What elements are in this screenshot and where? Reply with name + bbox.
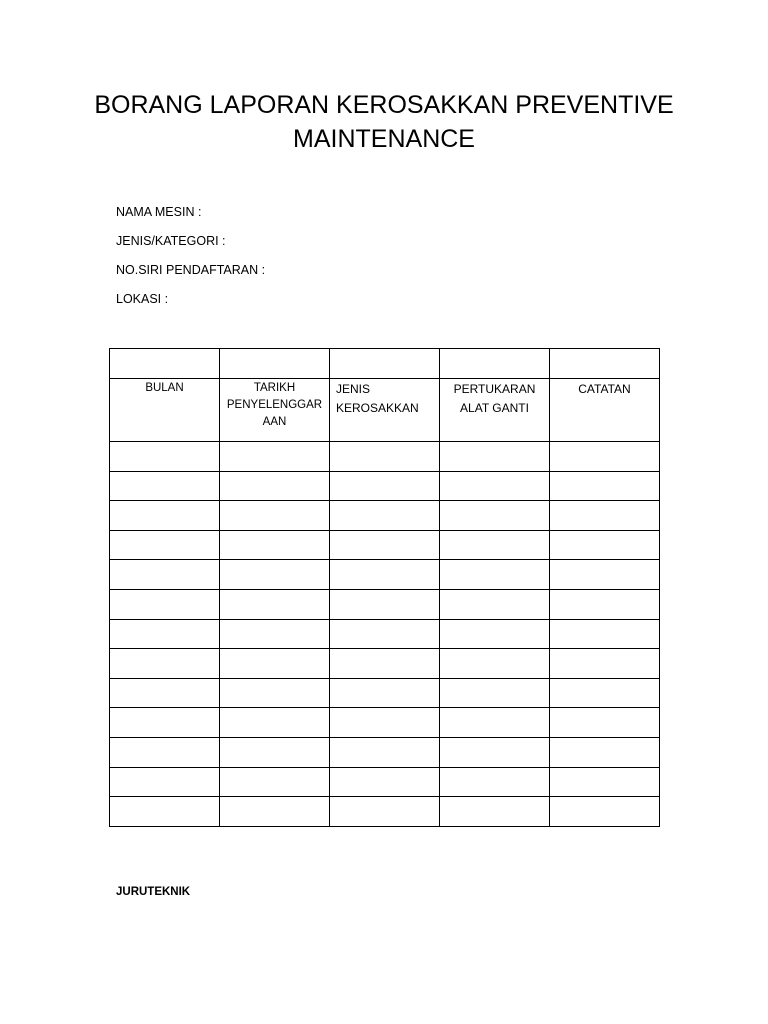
title-line-1: BORANG LAPORAN KEROSAKKAN PREVENTIVE (94, 91, 674, 119)
field-lokasi: LOKASI : (116, 292, 169, 306)
table-cell[interactable] (440, 442, 550, 472)
table-row (110, 501, 660, 531)
table-cell[interactable] (550, 678, 660, 708)
table-cell[interactable] (110, 619, 220, 649)
field-nama-mesin: NAMA MESIN : (116, 205, 202, 219)
table-cell[interactable] (220, 530, 330, 560)
field-jenis-kategori: JENIS/KATEGORI : (116, 234, 226, 248)
table-cell[interactable] (440, 560, 550, 590)
table-cell[interactable] (330, 649, 440, 679)
table-cell[interactable] (330, 560, 440, 590)
table-cell[interactable] (110, 589, 220, 619)
table-cell[interactable] (550, 767, 660, 797)
table-cell[interactable] (110, 471, 220, 501)
table-cell[interactable] (330, 442, 440, 472)
table-cell[interactable] (330, 589, 440, 619)
header-bulan (110, 379, 220, 442)
table-cell (440, 349, 550, 379)
table-cell[interactable] (440, 530, 550, 560)
table-row (110, 649, 660, 679)
header-pertukaran-alat-ganti (440, 379, 550, 442)
table-cell[interactable] (550, 708, 660, 738)
table-row (110, 797, 660, 827)
table-row (110, 767, 660, 797)
header-tarikh-penyelenggaraan (220, 379, 330, 442)
table-cell[interactable] (440, 589, 550, 619)
table-cell[interactable] (330, 530, 440, 560)
table-cell[interactable] (220, 649, 330, 679)
table-row (110, 471, 660, 501)
table-cell (220, 349, 330, 379)
table-cell[interactable] (440, 501, 550, 531)
header-text: PERTUKARAN (453, 382, 536, 396)
table-cell[interactable] (330, 501, 440, 531)
signature-label: JURUTEKNIK (116, 886, 191, 898)
table-row (110, 708, 660, 738)
table-cell[interactable] (550, 471, 660, 501)
table-cell[interactable] (550, 797, 660, 827)
table-cell[interactable] (330, 797, 440, 827)
table-row (110, 442, 660, 472)
table-cell[interactable] (330, 471, 440, 501)
table-cell[interactable] (330, 678, 440, 708)
header-text: PENYELENGGAR (226, 399, 323, 411)
table-cell[interactable] (220, 708, 330, 738)
field-no-siri-pendaftaran: NO.SIRI PENDAFTARAN : (116, 263, 266, 277)
table-blank-top-row (110, 349, 660, 379)
table-body (110, 349, 660, 827)
table-cell[interactable] (440, 678, 550, 708)
table-cell (330, 349, 440, 379)
table-cell[interactable] (550, 649, 660, 679)
header-text: TARIKH (253, 382, 296, 394)
table-cell[interactable] (440, 619, 550, 649)
machine-info-fields (116, 200, 265, 316)
table-cell[interactable] (220, 471, 330, 501)
header-text: ALAT GANTI (460, 401, 529, 415)
header-jenis-kerosakkan (330, 379, 440, 442)
table-cell[interactable] (110, 649, 220, 679)
table-cell[interactable] (220, 442, 330, 472)
table-header-row (110, 379, 660, 442)
table-cell[interactable] (330, 708, 440, 738)
table-cell[interactable] (220, 737, 330, 767)
table-row (110, 737, 660, 767)
table-cell[interactable] (110, 708, 220, 738)
table-cell[interactable] (110, 530, 220, 560)
table-cell[interactable] (330, 767, 440, 797)
table-cell[interactable] (110, 737, 220, 767)
header-text: CATATAN (578, 382, 631, 396)
header-text: AAN (262, 416, 287, 428)
table-cell[interactable] (110, 797, 220, 827)
table-cell[interactable] (440, 767, 550, 797)
header-catatan (550, 379, 660, 442)
document-title (0, 88, 768, 156)
header-text: KEROSAKKAN (336, 401, 419, 415)
table-cell[interactable] (550, 530, 660, 560)
table-cell[interactable] (440, 708, 550, 738)
table-cell[interactable] (440, 471, 550, 501)
table-row (110, 589, 660, 619)
table-cell (550, 349, 660, 379)
table-cell[interactable] (550, 442, 660, 472)
table-cell[interactable] (220, 797, 330, 827)
table-cell[interactable] (110, 767, 220, 797)
table-row (110, 530, 660, 560)
table-cell[interactable] (110, 442, 220, 472)
table-cell[interactable] (550, 589, 660, 619)
header-text: BULAN (145, 382, 184, 394)
table-cell[interactable] (110, 678, 220, 708)
table-cell[interactable] (220, 589, 330, 619)
table-cell[interactable] (550, 619, 660, 649)
table-cell[interactable] (440, 649, 550, 679)
table-cell[interactable] (220, 678, 330, 708)
table-cell[interactable] (220, 501, 330, 531)
table-cell[interactable] (550, 560, 660, 590)
table-cell[interactable] (550, 501, 660, 531)
table-cell (110, 349, 220, 379)
maintenance-log-table (109, 348, 660, 827)
table-row (110, 678, 660, 708)
table-cell[interactable] (330, 737, 440, 767)
table-cell[interactable] (440, 797, 550, 827)
table-cell[interactable] (550, 737, 660, 767)
table-cell[interactable] (110, 501, 220, 531)
table-cell[interactable] (220, 560, 330, 590)
table-cell[interactable] (220, 619, 330, 649)
table-cell[interactable] (220, 767, 330, 797)
table-row (110, 560, 660, 590)
title-line-2: MAINTENANCE (293, 125, 475, 153)
table-cell[interactable] (440, 737, 550, 767)
header-text: JENIS (336, 382, 371, 396)
table-row (110, 619, 660, 649)
table-cell[interactable] (330, 619, 440, 649)
table-cell[interactable] (110, 560, 220, 590)
